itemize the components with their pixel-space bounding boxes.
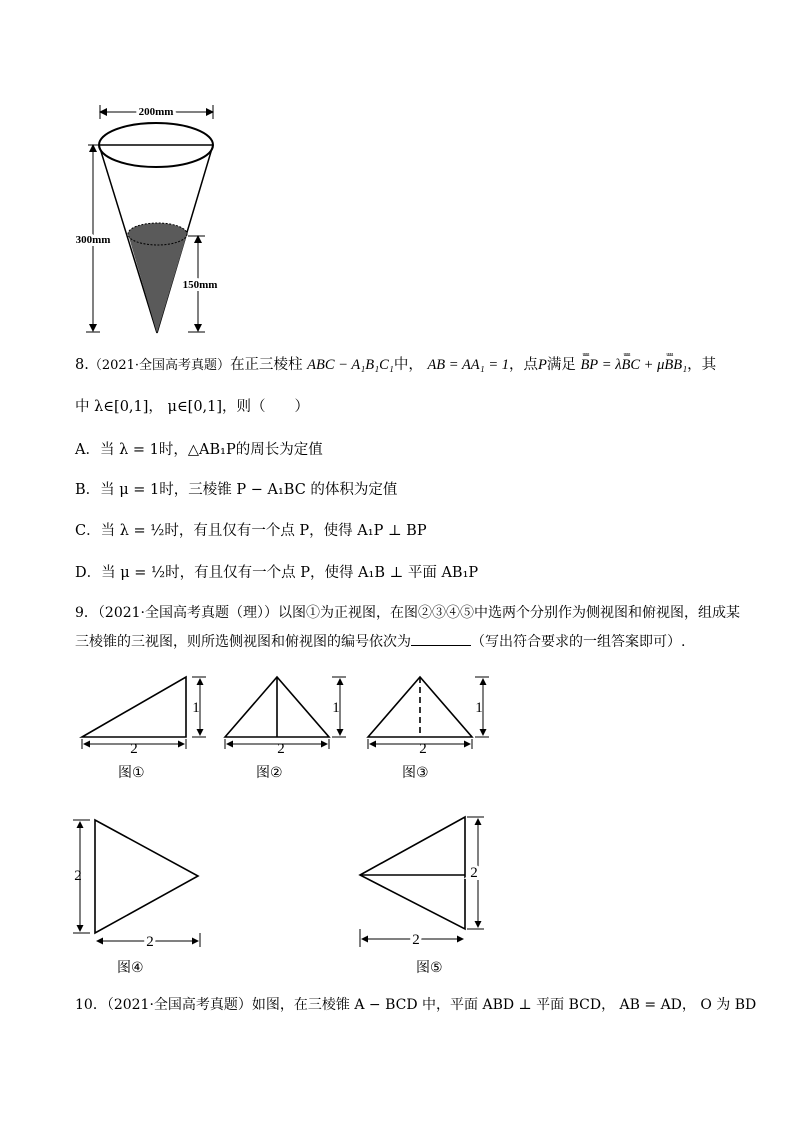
fig2-height: 1 (332, 700, 340, 716)
q9-text: （写出符合要求的一组答案即可）. (471, 634, 686, 650)
q8-option-c: C．当 λ = ½时，有且仅有一个点 P，使得 A₁P ⊥ BP (75, 523, 427, 539)
q8-line2: 中 λ∈[0,1]， μ∈[0,1]，则（ ） (75, 399, 310, 415)
figure-2 (225, 677, 346, 781)
fig3-width: 2 (419, 741, 427, 757)
answer-blank (411, 631, 471, 646)
q8-option-b: B．当 μ = 1时，三棱锥 P − A₁BC 的体积为定值 (75, 482, 398, 498)
q8-condition: AB = AA₁ = 1 (427, 357, 509, 373)
q10-line1: 10．（2021·全国高考真题）如图，在三棱锥 A − BCD 中，平面 ABD ⊥ 平面 BCD， AB = AD， O 为 BD (75, 997, 757, 1013)
fig1-height: 1 (192, 700, 200, 716)
cone-height-label: 300mm (75, 234, 111, 246)
figure-1 (82, 677, 206, 781)
vector-bc: uuu BC (622, 355, 641, 375)
cone-width-label: 200mm (138, 106, 174, 118)
figure-5 (360, 817, 484, 976)
fig4-caption: 图④ (117, 960, 144, 976)
fig5-caption: 图⑤ (416, 960, 443, 976)
q9-line2 (75, 631, 685, 652)
fig3-caption: 图③ (402, 765, 429, 781)
q8-option-d: D．当 μ = ½时，有且仅有一个点 P，使得 A₁B ⊥ 平面 AB₁P (75, 565, 479, 581)
q8-option-a: A．当 λ = 1时，△AB₁P的周长为定值 (75, 442, 323, 458)
q8-number: 8. (75, 357, 89, 373)
fig2-caption: 图② (256, 765, 283, 781)
fig4-width: 2 (146, 934, 154, 950)
fig3-height: 1 (475, 700, 483, 716)
cone-figure (60, 95, 260, 340)
q9-text: 三棱锥的三视图，则所选侧视图和俯视图的编号依次为 (75, 634, 411, 650)
q8-source: （2021·全国高考真题） (88, 358, 231, 373)
vector-bp: uuu BP (580, 355, 598, 375)
q8-text: ，其 (687, 357, 717, 373)
figure-3 (368, 677, 489, 781)
q8-point-p: P (537, 357, 547, 373)
q8-text: ，点 (508, 357, 538, 373)
q8-line1 (75, 355, 716, 376)
water-height-label: 150mm (182, 279, 218, 291)
fig4-height: 2 (74, 868, 82, 884)
q8-plus: + μ (640, 357, 665, 373)
fig5-width: 2 (412, 932, 420, 948)
q8-text: 中， (393, 357, 423, 373)
q8-text: 满足 (546, 357, 576, 373)
q8-text: 在正三棱柱 (230, 357, 303, 373)
fig1-width: 2 (130, 741, 138, 757)
q9-line1: 9．（2021·全国高考真题（理））以图①为正视图，在图②③④⑤中选两个分别作为侧视图和俯视图，组成某 (75, 605, 740, 621)
figure-4 (73, 820, 200, 976)
fig5-height: 2 (470, 865, 478, 881)
q8-eq: = λ (598, 357, 622, 373)
vector-bb1: uuu BB₁ (664, 355, 687, 375)
three-view-figures (70, 665, 520, 985)
fig2-width: 2 (277, 741, 285, 757)
q8-prism: ABC − A₁B₁C₁ (307, 357, 394, 373)
fig1-caption: 图① (118, 765, 145, 781)
